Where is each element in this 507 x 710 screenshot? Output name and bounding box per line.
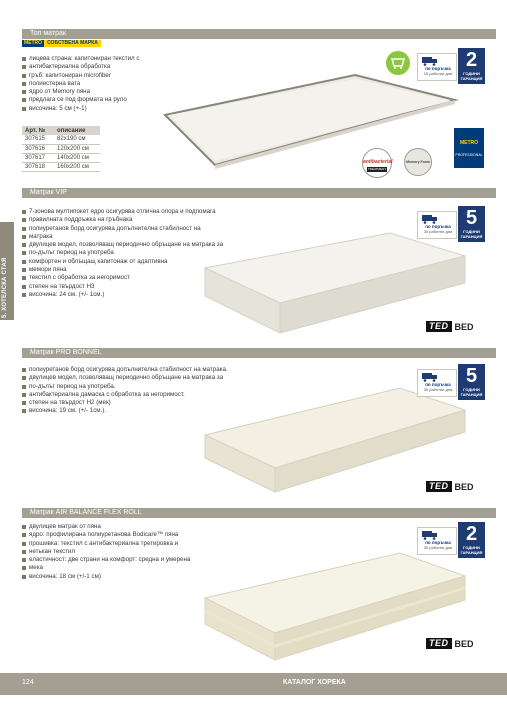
delivery-warranty-block xyxy=(417,48,495,88)
bed-logo-text: BED xyxy=(454,321,474,332)
delivery-box xyxy=(417,211,457,239)
catalog-title: КАТАЛОГ ХОРЕКА xyxy=(283,679,346,686)
warranty-years: 2 xyxy=(465,49,478,71)
delivery-days: 15 работни дни xyxy=(423,71,453,76)
feature-list xyxy=(22,366,228,416)
delivery-days: 30 работни дни xyxy=(423,229,453,234)
warranty-label: ГОДИНИ ГАРАНЦИЯ xyxy=(460,229,483,239)
list-item: комфортен и облъщащ капитонаж от адаптивна xyxy=(22,258,223,266)
metro-pro-bottom: PROFESSIONAL xyxy=(455,153,483,157)
list-item: 7-зонова мултипокет ядро осигурява отлична опора и подпомага xyxy=(22,208,223,216)
memory-foam-text: Memory Foam xyxy=(406,160,430,164)
list-item: височина: 19 см. (+/- 1см.). xyxy=(22,407,228,415)
brand-label-row xyxy=(22,40,101,47)
section-header xyxy=(22,29,496,39)
page-footer xyxy=(0,673,507,695)
list-item: мека xyxy=(22,564,190,572)
own-brand-tag: СОБСТВЕНА МАРКА xyxy=(44,40,101,47)
warranty-years: 5 xyxy=(465,207,478,229)
table-cell: 120x200 см xyxy=(54,144,100,153)
list-item: лицева страна: капитониран текстил с xyxy=(22,55,139,63)
list-item: двулицев матрак от пяна xyxy=(22,523,190,531)
list-item: височина: 18 см (+/-1 см) xyxy=(22,573,190,581)
antibacterial-badge xyxy=(362,148,392,178)
truck-icon xyxy=(422,56,438,66)
delivery-warranty-block xyxy=(417,522,495,562)
section-title: Матрак AIR BALANCE FLEX ROLL xyxy=(30,509,142,516)
list-item: височина: 24 см. (+/- 1см.) xyxy=(22,291,223,299)
table-cell: 82x190 см xyxy=(54,135,100,144)
table-row xyxy=(22,153,100,162)
table-cell: 307617 xyxy=(22,153,54,162)
cart-icon xyxy=(386,51,410,75)
feature-list xyxy=(22,523,190,581)
list-item: антибактериална дамаска с обработка за негоримост. xyxy=(22,391,228,399)
delivery-box xyxy=(417,369,457,397)
section-title: Топ матрак xyxy=(30,30,66,37)
list-item: височина: 5 см (+-1) xyxy=(22,105,139,113)
delivery-warranty-block xyxy=(417,206,495,246)
table-cell: 140x200 см xyxy=(54,153,100,162)
table-row xyxy=(22,135,100,144)
warranty-label: ГОДИНИ ГАРАНЦИЯ xyxy=(460,545,483,555)
list-item: предлага се под формата на руло xyxy=(22,96,139,104)
list-item: матрака xyxy=(22,233,223,241)
ted-logo-text: TED xyxy=(426,321,452,332)
list-item: двулицев модел, позволяващ периодично обръщане на матрака за xyxy=(22,241,223,249)
list-item: прошивка: текстил с антибактериална третировка и xyxy=(22,540,190,548)
delivery-box xyxy=(417,527,457,555)
feature-list xyxy=(22,208,223,299)
warranty-badge xyxy=(458,522,485,558)
table-cell: 307618 xyxy=(22,162,54,171)
truck-icon xyxy=(422,372,438,382)
delivery-box xyxy=(417,53,457,81)
metro-brand-tag: METRO xyxy=(24,40,43,46)
truck-icon xyxy=(422,530,438,540)
list-item: ядро от Memory пяна xyxy=(22,88,139,96)
side-chapter-tab xyxy=(0,222,14,320)
delivery-days: 30 работни дни xyxy=(423,387,453,392)
section-header xyxy=(22,348,496,358)
treatment-text: TREATMENT xyxy=(367,167,387,171)
list-item: правилната поддръжка на гръбнака xyxy=(22,216,223,224)
delivery-title: по поръчка xyxy=(425,382,451,387)
antibacterial-text: antibacterial xyxy=(363,159,393,165)
list-item: двулицев модел, позволяващ периодично обръщане на матрака за xyxy=(22,374,228,382)
delivery-warranty-block xyxy=(417,364,495,404)
section-header xyxy=(22,188,496,198)
ted-bed-logo xyxy=(426,481,474,492)
table-cell: 307616 xyxy=(22,144,54,153)
section-title: Матрак VIP xyxy=(30,189,67,196)
delivery-days: 30 работни дни xyxy=(423,545,453,550)
ted-bed-logo xyxy=(426,321,474,332)
table-cell: 160x200 см xyxy=(54,162,100,171)
warranty-years: 2 xyxy=(465,523,478,545)
section-header xyxy=(22,508,496,518)
feature-list xyxy=(22,55,139,113)
section-title: Матрак PRO BONNEL xyxy=(30,349,102,356)
list-item: полиуретанов борд осигурява допълнителна стабилност на xyxy=(22,225,223,233)
table-cell: 307615 xyxy=(22,135,54,144)
article-table xyxy=(22,126,100,172)
table-row xyxy=(22,162,100,171)
table-header-row xyxy=(22,126,100,135)
ted-bed-logo xyxy=(426,638,474,649)
warranty-years: 5 xyxy=(465,365,478,387)
warranty-badge xyxy=(458,364,485,400)
delivery-title: по поръчка xyxy=(425,224,451,229)
bed-logo-text: BED xyxy=(454,638,474,649)
list-item: полиуретанов борд осигурява допълнителна стабилност на матрака. xyxy=(22,366,228,374)
list-item: по-дълъг период на употреба xyxy=(22,249,223,257)
metro-professional-logo xyxy=(454,128,484,168)
delivery-title: по поръчка xyxy=(425,540,451,545)
truck-icon xyxy=(422,214,438,224)
ted-logo-text: TED xyxy=(426,638,452,649)
list-item: гръб: капитониран microfiber xyxy=(22,72,139,80)
warranty-badge xyxy=(458,48,485,84)
list-item: нетькан текстил xyxy=(22,548,190,556)
delivery-title: по поръчка xyxy=(425,66,451,71)
memory-foam-badge xyxy=(404,148,432,176)
list-item: полиестерна вата xyxy=(22,80,139,88)
side-chapter-label: 5. ХОТЕЛСКА СТАЯ xyxy=(2,257,8,318)
ted-logo-text: TED xyxy=(426,481,452,492)
list-item: ядро: профилирана полиуретанова Bodicare™ пяна xyxy=(22,531,190,539)
list-item: еластичност: две страни на комфорт: средна и умерена xyxy=(22,556,190,564)
list-item: степен на твърдост Н3 xyxy=(22,283,223,291)
list-item: текстил с обработка за негоримост xyxy=(22,274,223,282)
list-item: мемори пяна xyxy=(22,266,223,274)
page-number: 124 xyxy=(22,679,34,686)
warranty-label: ГОДИНИ ГАРАНЦИЯ xyxy=(460,387,483,397)
metro-pro-top: METRO xyxy=(459,140,479,146)
bed-logo-text: BED xyxy=(454,481,474,492)
list-item: степен на твърдост Н2 (мек) xyxy=(22,399,228,407)
warranty-label: ГОДИНИ ГАРАНЦИЯ xyxy=(460,71,483,81)
list-item: антибактериална обработка xyxy=(22,63,139,71)
table-header: Арт. № xyxy=(22,126,54,135)
list-item: по-дълъг период на употреба. xyxy=(22,383,228,391)
table-row xyxy=(22,144,100,153)
warranty-badge xyxy=(458,206,485,242)
table-header: описание xyxy=(54,126,100,135)
